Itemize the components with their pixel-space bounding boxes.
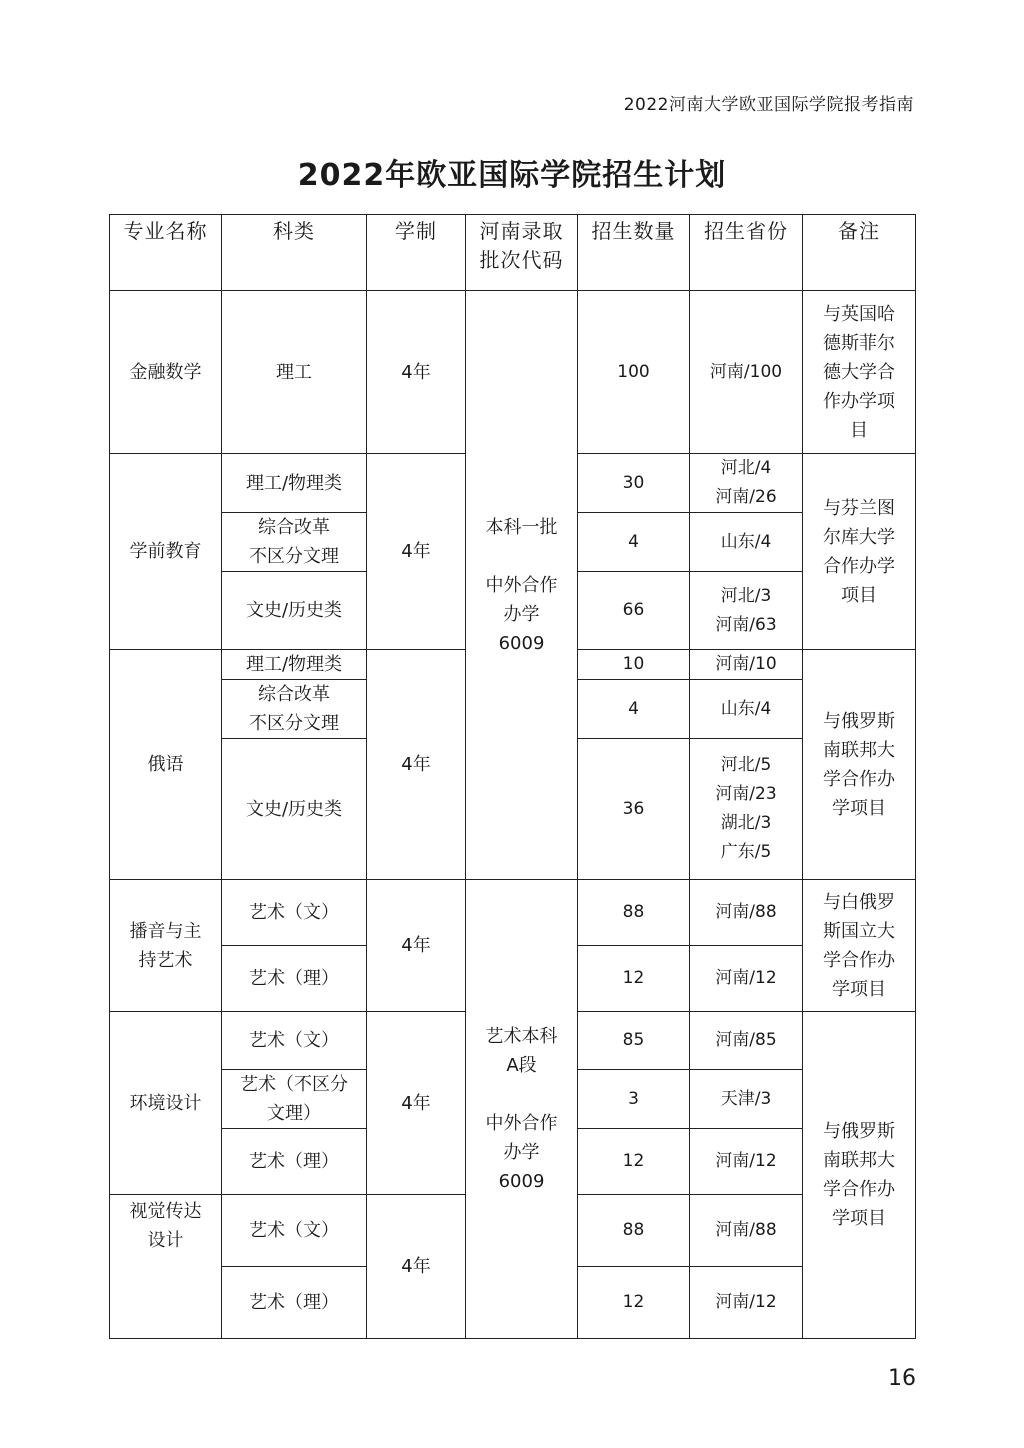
page-number: 16: [888, 1366, 916, 1391]
count-cell: 100: [578, 291, 690, 454]
provinces-cell: 天津/3: [690, 1070, 803, 1129]
major-cell: 金融数学: [110, 291, 222, 454]
count-cell: 4: [578, 680, 690, 739]
count-cell: 4: [578, 513, 690, 572]
duration-cell: 4年: [367, 880, 466, 1012]
note-cell: 与白俄罗 斯国立大 学合作办 学项目: [803, 880, 916, 1012]
category-cell: 理工/物理类: [222, 650, 367, 680]
table-row: [110, 291, 916, 454]
major-cell: 环境设计: [110, 1012, 222, 1195]
count-cell: 85: [578, 1012, 690, 1070]
table-row: [110, 880, 916, 946]
provinces-cell: 河南/12: [690, 1129, 803, 1195]
column-header-category: 科类: [222, 215, 367, 291]
category-cell: 理工: [222, 291, 367, 454]
major-cell: 播音与主 持艺术: [110, 880, 222, 1012]
category-cell: 文史/历史类: [222, 572, 367, 650]
note-cell: 与俄罗斯 南联邦大 学合作办 学项目: [803, 1012, 916, 1339]
count-cell: 12: [578, 946, 690, 1012]
count-cell: 12: [578, 1129, 690, 1195]
column-header-batch-code: 河南录取 批次代码: [466, 215, 578, 291]
count-cell: 30: [578, 454, 690, 513]
count-cell: 36: [578, 739, 690, 880]
count-cell: 88: [578, 1195, 690, 1267]
category-cell: 艺术（文）: [222, 1012, 367, 1070]
major-cell: 视觉传达 设计: [110, 1195, 222, 1339]
running-header: 2022河南大学欧亚国际学院报考指南: [623, 95, 914, 115]
provinces-cell: 河南/12: [690, 1267, 803, 1339]
count-cell: 3: [578, 1070, 690, 1129]
category-cell: 综合改革 不区分文理: [222, 680, 367, 739]
category-cell: 艺术（理）: [222, 946, 367, 1012]
provinces-cell: 河北/5 河南/23 湖北/3 广东/5: [690, 739, 803, 880]
category-cell: 综合改革 不区分文理: [222, 513, 367, 572]
count-cell: 88: [578, 880, 690, 946]
provinces-cell: 河南/100: [690, 291, 803, 454]
category-cell: 文史/历史类: [222, 739, 367, 880]
provinces-cell: 河南/88: [690, 880, 803, 946]
major-cell: 俄语: [110, 650, 222, 880]
duration-cell: 4年: [367, 291, 466, 454]
category-cell: 艺术（不区分 文理）: [222, 1070, 367, 1129]
table-header-row: [110, 215, 916, 291]
duration-cell: 4年: [367, 1012, 466, 1195]
duration-cell: 4年: [367, 650, 466, 880]
note-cell: 与俄罗斯 南联邦大 学合作办 学项目: [803, 650, 916, 880]
column-header-notes: 备注: [803, 215, 916, 291]
provinces-cell: 河北/3 河南/63: [690, 572, 803, 650]
category-cell: 艺术（理）: [222, 1129, 367, 1195]
duration-cell: 4年: [367, 1195, 466, 1339]
provinces-cell: 河南/85: [690, 1012, 803, 1070]
batch-code-cell: 本科一批 中外合作 办学 6009: [466, 291, 578, 880]
enrollment-plan-table: [109, 214, 916, 1339]
category-cell: 艺术（文）: [222, 880, 367, 946]
count-cell: 10: [578, 650, 690, 680]
provinces-cell: 河北/4 河南/26: [690, 454, 803, 513]
column-header-major: 专业名称: [110, 215, 222, 291]
category-cell: 艺术（理）: [222, 1267, 367, 1339]
column-header-duration: 学制: [367, 215, 466, 291]
column-header-provinces: 招生省份: [690, 215, 803, 291]
note-cell: 与英国哈 德斯菲尔 德大学合 作办学项 目: [803, 291, 916, 454]
provinces-cell: 河南/88: [690, 1195, 803, 1267]
batch-code-cell: 艺术本科 A段 中外合作 办学 6009: [466, 880, 578, 1339]
count-cell: 12: [578, 1267, 690, 1339]
major-cell: 学前教育: [110, 454, 222, 650]
category-cell: 理工/物理类: [222, 454, 367, 513]
count-cell: 66: [578, 572, 690, 650]
provinces-cell: 河南/10: [690, 650, 803, 680]
note-cell: 与芬兰图 尔库大学 合作办学 项目: [803, 454, 916, 650]
column-header-count: 招生数量: [578, 215, 690, 291]
category-cell: 艺术（文）: [222, 1195, 367, 1267]
provinces-cell: 山东/4: [690, 680, 803, 739]
duration-cell: 4年: [367, 454, 466, 650]
provinces-cell: 河南/12: [690, 946, 803, 1012]
provinces-cell: 山东/4: [690, 513, 803, 572]
page-title: 2022年欧亚国际学院招生计划: [297, 158, 727, 193]
